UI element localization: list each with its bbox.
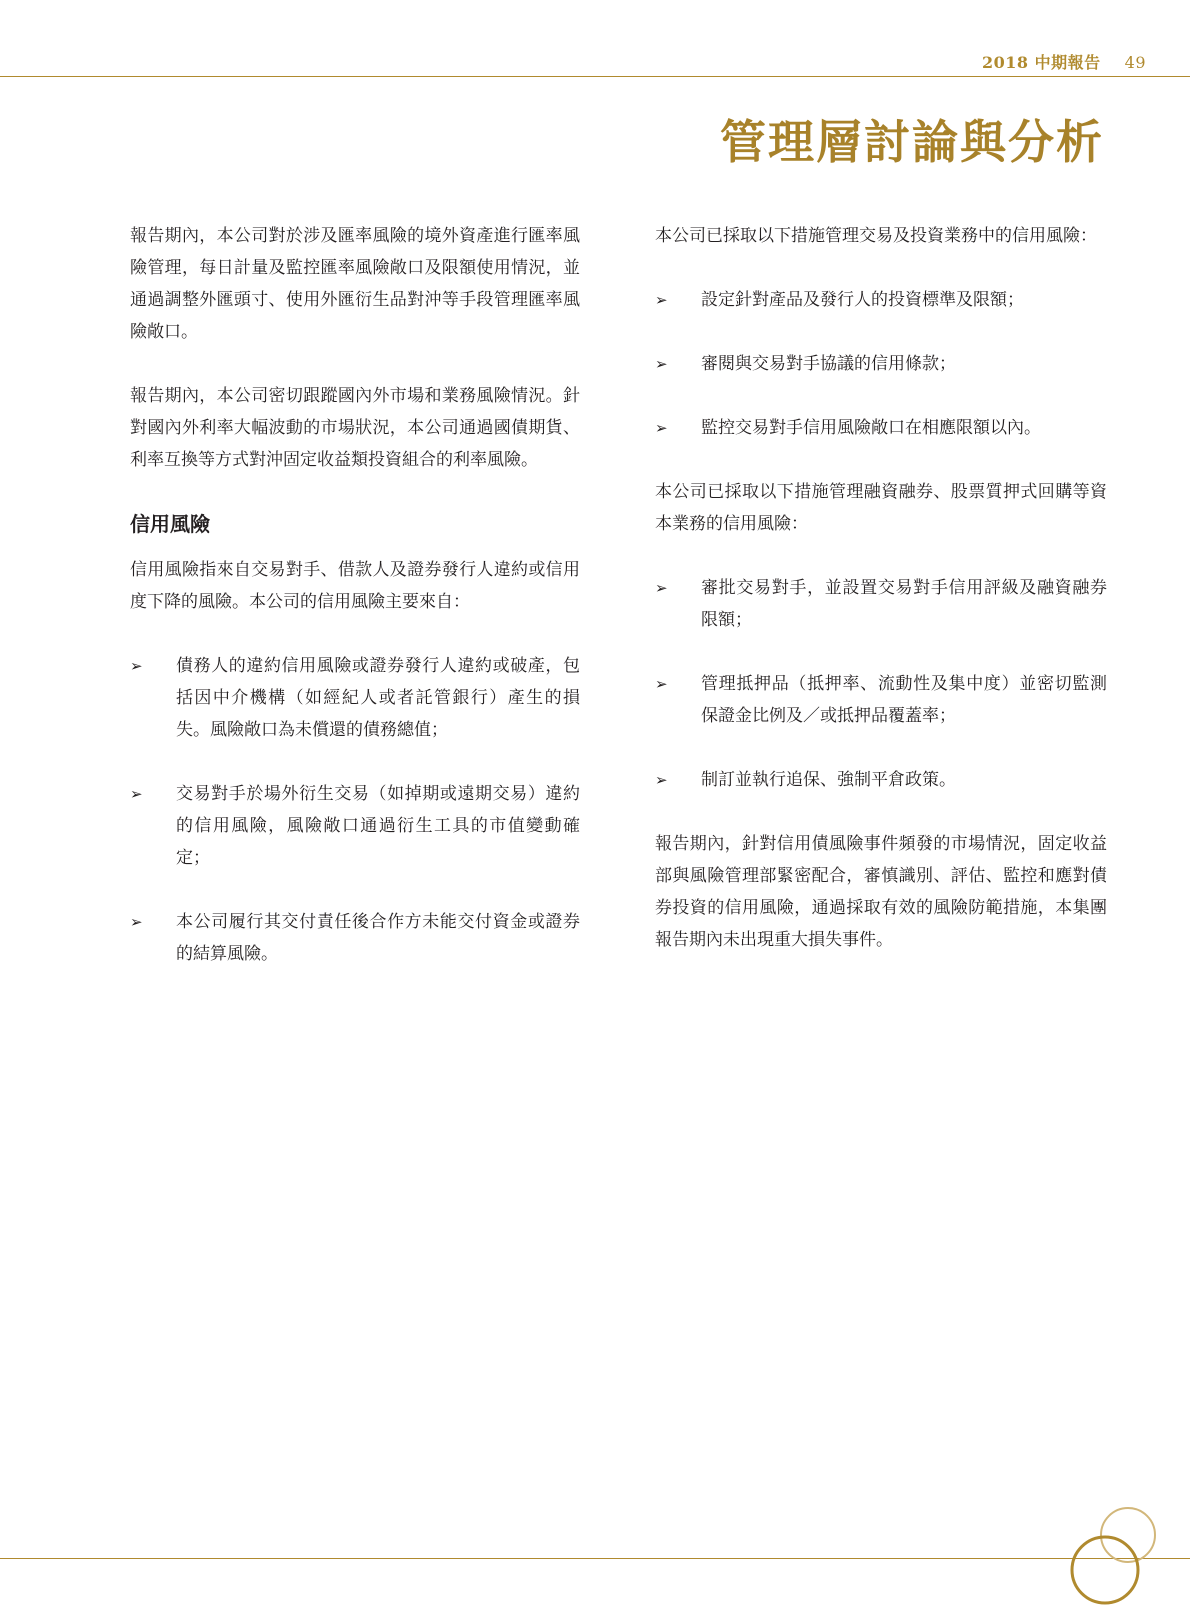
paragraph: 報告期內，本公司密切跟蹤國內外市場和業務風險情況。針對國內外利率大幅波動的市場狀況，本公司通過國債期貨、利率互換等方式對沖固定收益類投資組合的利率風險。: [130, 386, 580, 470]
list-item-text: 交易對手於場外衍生交易（如掉期或遠期交易）違約的信用風險，風險敞口通過衍生工具的市值變動確定；: [176, 784, 580, 868]
arrow-bullet-icon: ➢: [655, 579, 668, 597]
list-item-text: 設定針對產品及發行人的投資標準及限額；: [701, 290, 1024, 310]
page-title: 管理層討論與分析: [720, 115, 1104, 169]
arrow-bullet-icon: ➢: [130, 785, 143, 803]
page-number: 49: [1124, 53, 1146, 72]
list-item-text: 審批交易對手，並設置交易對手信用評級及融資融券限額；: [701, 578, 1107, 630]
paragraph: 信用風險指來自交易對手、借款人及證券發行人違約或信用度下降的風險。本公司的信用風險主要來自：: [130, 560, 580, 612]
footer-rule: [0, 1558, 1190, 1559]
list-item-text: 管理抵押品（抵押率、流動性及集中度）並密切監測保證金比例及／或抵押品覆蓋率；: [701, 674, 1107, 726]
report-name: 2018 中期報告: [982, 53, 1101, 72]
list-item-text: 制訂並執行追保、強制平倉政策。: [701, 770, 956, 790]
arrow-bullet-icon: ➢: [130, 657, 143, 675]
paragraph: 本公司已採取以下措施管理交易及投資業務中的信用風險：: [655, 226, 1097, 246]
list-item-text: 審閱與交易對手協議的信用條款；: [701, 354, 956, 374]
list-item-text: 債務人的違約信用風險或證券發行人違約或破產，包括因中介機構（如經紀人或者託管銀行）產生的損失。風險敞口為未償還的債務總值；: [176, 656, 580, 740]
arrow-bullet-icon: ➢: [130, 913, 143, 931]
arrow-bullet-icon: ➢: [655, 771, 668, 789]
paragraph: 本公司已採取以下措施管理融資融券、股票質押式回購等資本業務的信用風險：: [655, 482, 1107, 534]
list-item-text: 監控交易對手信用風險敞口在相應限額以內。: [701, 418, 1041, 438]
left-column: [130, 220, 580, 1002]
list-item: [130, 778, 580, 874]
decorative-rings-icon: [1060, 1505, 1170, 1610]
paragraph: 報告期內，本公司對於涉及匯率風險的境外資產進行匯率風險管理，每日計量及監控匯率風險敞口及限額使用情況，並通過調整外匯頭寸、使用外匯衍生品對沖等手段管理匯率風險敞口。: [130, 226, 580, 342]
paragraph: 報告期內，針對信用債風險事件頻發的市場情況，固定收益部與風險管理部緊密配合，審慎識別、評估、監控和應對債券投資的信用風險，通過採取有效的風險防範措施，本集團報告期內未出現重大損失事件。: [655, 834, 1107, 950]
list-item: [130, 650, 580, 746]
list-item: [655, 668, 1107, 732]
arrow-bullet-icon: ➢: [655, 291, 668, 309]
list-item: [655, 284, 1107, 316]
list-item: [655, 412, 1107, 444]
header-rule: [0, 76, 1190, 77]
section-heading: 信用風險: [130, 512, 210, 536]
list-item-text: 本公司履行其交付責任後合作方未能交付資金或證券的結算風險。: [176, 912, 580, 964]
arrow-bullet-icon: ➢: [655, 355, 668, 373]
right-column: [655, 220, 1107, 988]
list-item: [655, 572, 1107, 636]
arrow-bullet-icon: ➢: [655, 675, 668, 693]
list-item: [655, 764, 1107, 796]
list-item: [655, 348, 1107, 380]
list-item: [130, 906, 580, 970]
arrow-bullet-icon: ➢: [655, 419, 668, 437]
running-header: [982, 50, 1146, 73]
